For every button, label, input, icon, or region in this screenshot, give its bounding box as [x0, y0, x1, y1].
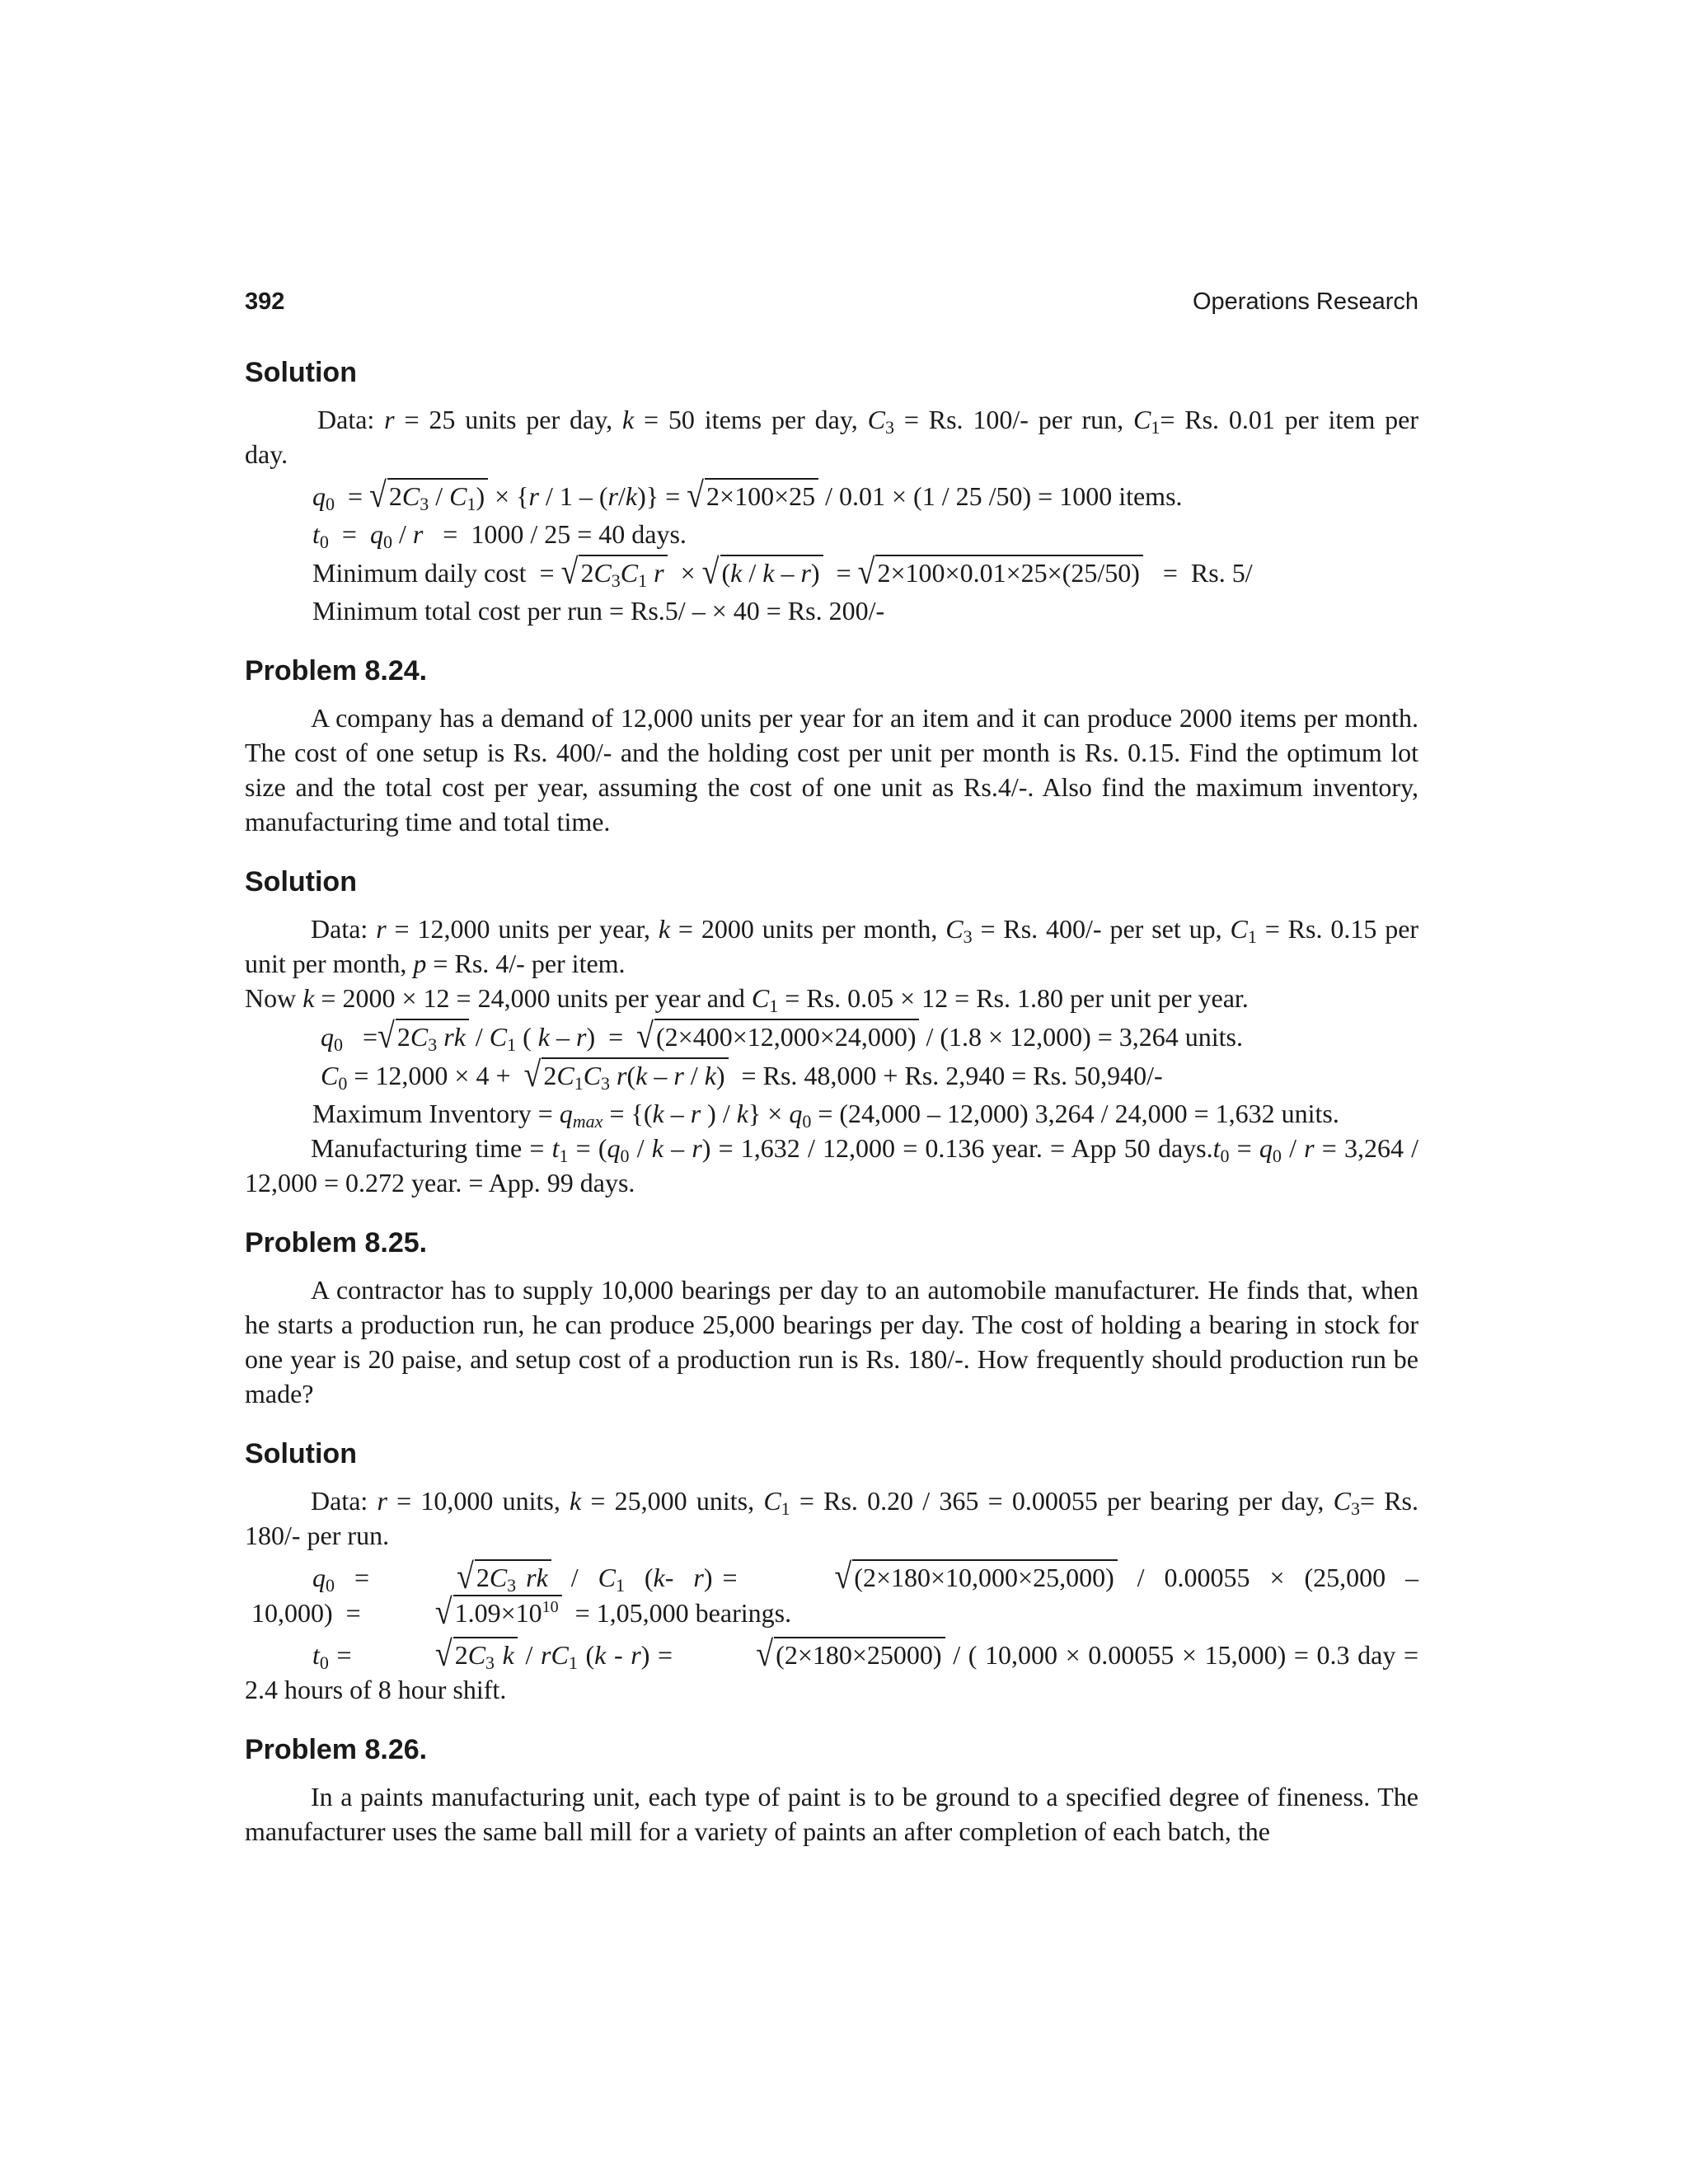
solution-data-line: Data: r = 12,000 units per year, k = 2000 units per month, $C_3 = Rs$. 400/- per set up, $C_1 = Rs$. 0.15 per unit per month, p = Rs. 4/- per item. [245, 914, 1419, 978]
running-title: Operations Research [1192, 288, 1418, 315]
solution-heading: Solution [245, 1438, 357, 1469]
solution-now-line: Now k = 2000 × 12 = 24,000 units per year and $C_1 = Rs$. 0.05 × 12 = Rs. 1.80 per unit per year. [245, 983, 1249, 1016]
problem-heading-8-25: Problem 8.25. [245, 1227, 428, 1258]
equation-manufacturing-time: Manufacturing time = $t_1 = (q_0 / k - r) = 1,632 / 12,000 = 0.136$ year. = App 50 $days.t_0 = q_0 / r = 3,264 / 12,000 = 0.272$ year. = App. 99 days. [245, 1133, 1419, 1197]
page-content [245, 354, 1418, 1849]
problem-heading-8-26: Problem 8.26. [245, 1734, 428, 1765]
page-number: 392 [245, 288, 285, 315]
equation-t0: $t_0 = q_0 / r = 1000 / 25 = 40$ days. [312, 519, 687, 552]
problem-heading-8-24: Problem 8.24. [245, 655, 428, 687]
equation-q0: $q_0 = √2C_3$ rk / $C_1$ (k- $r) = √(2\times 180\times 10,000\times 25,000) / 0.00055 \times (25,000 - 10,000) = √1.09\times 10^{10} = 1,05,000$ bearings. [245, 1556, 1419, 1633]
equation-min-daily-cost: Minimum daily $\cos t = √2C_3C_1$ r × √(k / k – r) = √2×100×0.01×25×(25/50) = Rs. 5/ [312, 551, 1253, 593]
problem-text-8-25: A contractor has to supply 10,000 bearings per day to an automobile manufacturer. He finds that, when he starts a production run, he can produce 25,000 bearings per day. The cost of holding a bearing in stock for one year is 20 paise, and setup cost of a production run is Rs. 180/-. How frequently should production run be made? [245, 1275, 1418, 1408]
solution-heading: Solution [245, 866, 357, 898]
solution-data-line: Data: r = 10,000 units, k = 25,000 units, $C_1 = Rs$. 0.20 / 365 = 0.00055 per bearing per day, $C_3= Rs$. 180/- per run. [245, 1486, 1419, 1550]
solution-heading: Solution [245, 357, 357, 388]
equation-max-inventory: Maximum Inventory = $q_{max} = \{(k - r$ ) / $k\} \times q_0 = (24,000 - 12,000)$ 3,264 / 24,000 = 1,632 units. [312, 1099, 1339, 1132]
running-header [245, 288, 1418, 325]
solution-data-line: Data: r = 25 units per day, k = 50 items per day, $C_3 = Rs$. 100/- per run, $C_1= Rs$. 0.01 per item per [317, 405, 1419, 438]
equation-q0: $q_0 =√2C_3$ rk / $C_1$ ( k – r) = √(2×400×12,000×24,000) / (1.8 × 12,000) = 3,264 units. [321, 1015, 1243, 1057]
equation-q0: $q_0 = √2C_3 / C_1) \times \{r / 1 - (r/k)\} = √2\times 100\times 25 / 0.01 \times (1 / 25$ /50) = 1000 items. [312, 475, 1183, 516]
problem-text-8-24: A company has a demand of 12,000 units per year for an item and it can produce 2000 items per month. The cost of one setup is Rs. 400/- and the holding cost per unit per month is Rs. 0.15. Find the optimum lot size and the total cost per year, assuming the cost of one unit as Rs.4/-. Also find the maximum inventory, manufacturing time and total time. [245, 703, 1418, 837]
equation-t0: $t_0 = √2C_3$ k / $rC_1$ (k - r) = √(2×180×25000) / ( 10,000 × 0.00055 × 15,000) = 0.3 day = 2.4 hours of 8 hour shift. [245, 1633, 1419, 1704]
page [245, 0, 1418, 2184]
equation-min-total-cost: Minimum total cost per run = Rs.5/ – × 40 = Rs. 200/- [312, 596, 885, 626]
problem-text-8-26: In a paints manufacturing unit, each type of paint is to be ground to a specified degree of fineness. The manufacturer uses the same ball mill for a variety of paints an after completion of each batch, the [245, 1782, 1418, 1846]
solution-data-line-end: day. [245, 439, 288, 469]
equation-c0: $C_0 = 12,000 \times 4 + √2C_1C_3$ r(k – r / k) = Rs. 48,000 + Rs. 2,940 = Rs. 50,940/- [321, 1054, 1163, 1095]
